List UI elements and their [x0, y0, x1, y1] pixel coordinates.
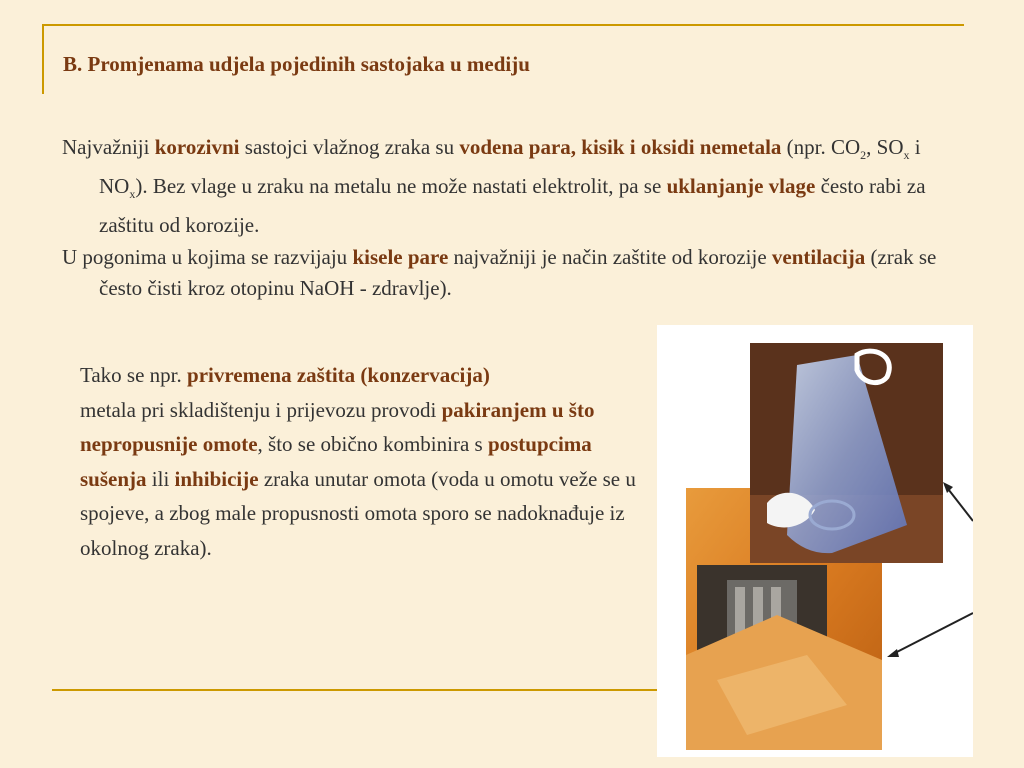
text: najvažniji je način zaštite od korozije	[448, 245, 772, 269]
keyword-acid-vapors: kisele pare	[352, 245, 449, 269]
keyword-ventilation: ventilacija	[771, 245, 866, 269]
bottom-rule	[52, 689, 658, 691]
text: Najvažniji	[62, 135, 155, 159]
text: metala pri skladištenju i prijevozu provodi	[80, 397, 442, 422]
keyword-packaging: pakiranjem u što nepropusnije omote	[80, 397, 595, 456]
packaging-photo-image	[657, 325, 973, 757]
keyword-corrosive: korozivni	[154, 135, 240, 159]
text: Tako se npr.	[80, 363, 188, 387]
subscript: x	[903, 148, 910, 163]
text: sastojci vlažnog zraka su	[239, 135, 460, 159]
text: , SO	[866, 135, 904, 159]
text: ili	[146, 466, 175, 491]
text: (npr. CO	[781, 135, 861, 159]
keyword-temporary-protection: privremena zaštita (konzervacija)	[187, 363, 490, 387]
top-rule	[42, 24, 964, 26]
slide-title: B. Promjenama udjela pojedinih sastojaka u mediju	[63, 52, 530, 76]
subscript: 2	[860, 148, 867, 163]
text: (zrak se često čisti kroz otopinu NaOH - zdravlje).	[99, 245, 937, 300]
keyword-moisture-removal: uklanjanje vlage	[666, 174, 816, 199]
paragraph-temporary-protection	[80, 358, 655, 565]
keyword-drying: postupcima sušenja	[80, 432, 592, 491]
left-rule	[42, 24, 44, 94]
text: i NO	[99, 135, 921, 199]
text: U pogonima u kojima se razvijaju	[62, 245, 353, 269]
text: zraka unutar omota (voda u omotu veže se u spojeve, a zbog male propusnosti omota sporo se nadoknađuje iz okolnog zraka).	[80, 466, 636, 560]
text: ). Bez vlage u zraku na metalu ne može nastati elektrolit, pa se	[135, 174, 667, 199]
text: često rabi za zaštitu od korozije.	[99, 174, 926, 238]
text: , što se obično kombinira s	[257, 432, 488, 456]
subscript: x	[129, 187, 136, 202]
paragraph-acid-vapors	[62, 242, 959, 304]
keyword-inhibition: inhibicije	[174, 466, 259, 491]
keyword-components: vodena para, kisik i oksidi nemetala	[459, 135, 782, 159]
packaging-photo	[657, 325, 973, 757]
paragraph-corrosive-components	[62, 132, 959, 241]
